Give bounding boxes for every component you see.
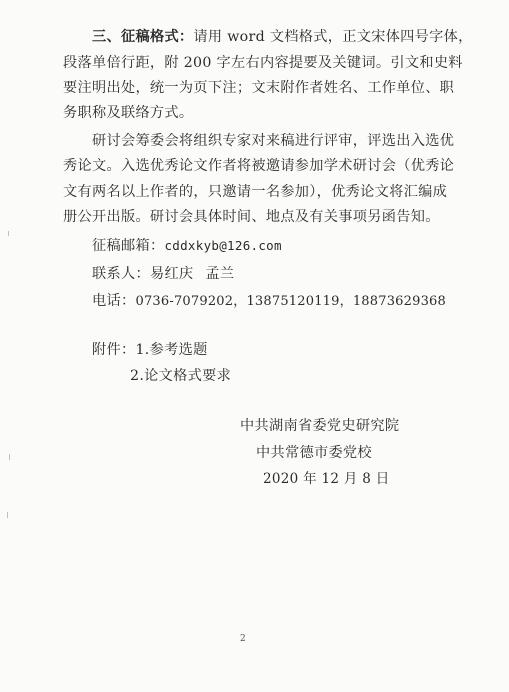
attachment-item-2: 2.论文格式要求 bbox=[130, 368, 232, 384]
scan-mark bbox=[7, 512, 8, 518]
phone-line bbox=[92, 291, 446, 312]
phone-numbers: 0736-7079202，13875120119，18873629368 bbox=[135, 294, 447, 309]
phone-label: 电话： bbox=[92, 293, 136, 309]
attachment-line-1 bbox=[92, 340, 208, 360]
signature-org-2: 中共常德市委党校 bbox=[256, 445, 372, 461]
format-line-1 bbox=[92, 27, 473, 47]
signature-date: 2020 年 12 月 8 日 bbox=[263, 471, 390, 487]
review-line-2: 秀论文。入选优秀论文作者将被邀请参加学术研讨会（优秀论 bbox=[63, 158, 455, 174]
format-line-4: 务职称及联络方式。 bbox=[63, 105, 194, 121]
format-heading: 三、征稿格式： bbox=[92, 29, 194, 45]
scan-mark bbox=[9, 454, 10, 460]
attachments-label: 附件： bbox=[92, 342, 136, 358]
page-number: 2 bbox=[240, 634, 246, 644]
contact-person-1: 易红庆 bbox=[149, 266, 194, 282]
format-line-2: 段落单倍行距，附 200 字左右内容提要及关键词。引文和史料 bbox=[63, 55, 463, 71]
attachment-item-1: 1.参考选题 bbox=[135, 342, 208, 358]
scan-mark bbox=[8, 231, 9, 236]
email-label: 征稿邮箱： bbox=[92, 238, 165, 254]
review-line-4: 册公开出版。研讨会具体时间、地点及有关事项另函告知。 bbox=[63, 209, 440, 225]
format-line-1-rest: 请用 word 文档格式，正文宋体四号字体， bbox=[193, 29, 473, 45]
persons-label: 联系人： bbox=[92, 266, 150, 282]
email-line bbox=[92, 236, 282, 256]
review-line-1: 研讨会筹委会将组织专家对来稿进行评审，评选出入选优 bbox=[92, 133, 455, 149]
contact-person-2: 孟兰 bbox=[205, 266, 235, 282]
contact-persons-line bbox=[92, 264, 234, 284]
format-line-3: 要注明出处，统一为页下注；文末附作者姓名、工作单位、职 bbox=[63, 80, 455, 96]
review-line-3: 文有两名以上作者的，只邀请一名参加），优秀论文将汇编成 bbox=[63, 184, 448, 200]
email-address: cddxkyb@126.com bbox=[164, 238, 282, 253]
signature-org-1: 中共湖南省委党史研究院 bbox=[240, 418, 400, 434]
